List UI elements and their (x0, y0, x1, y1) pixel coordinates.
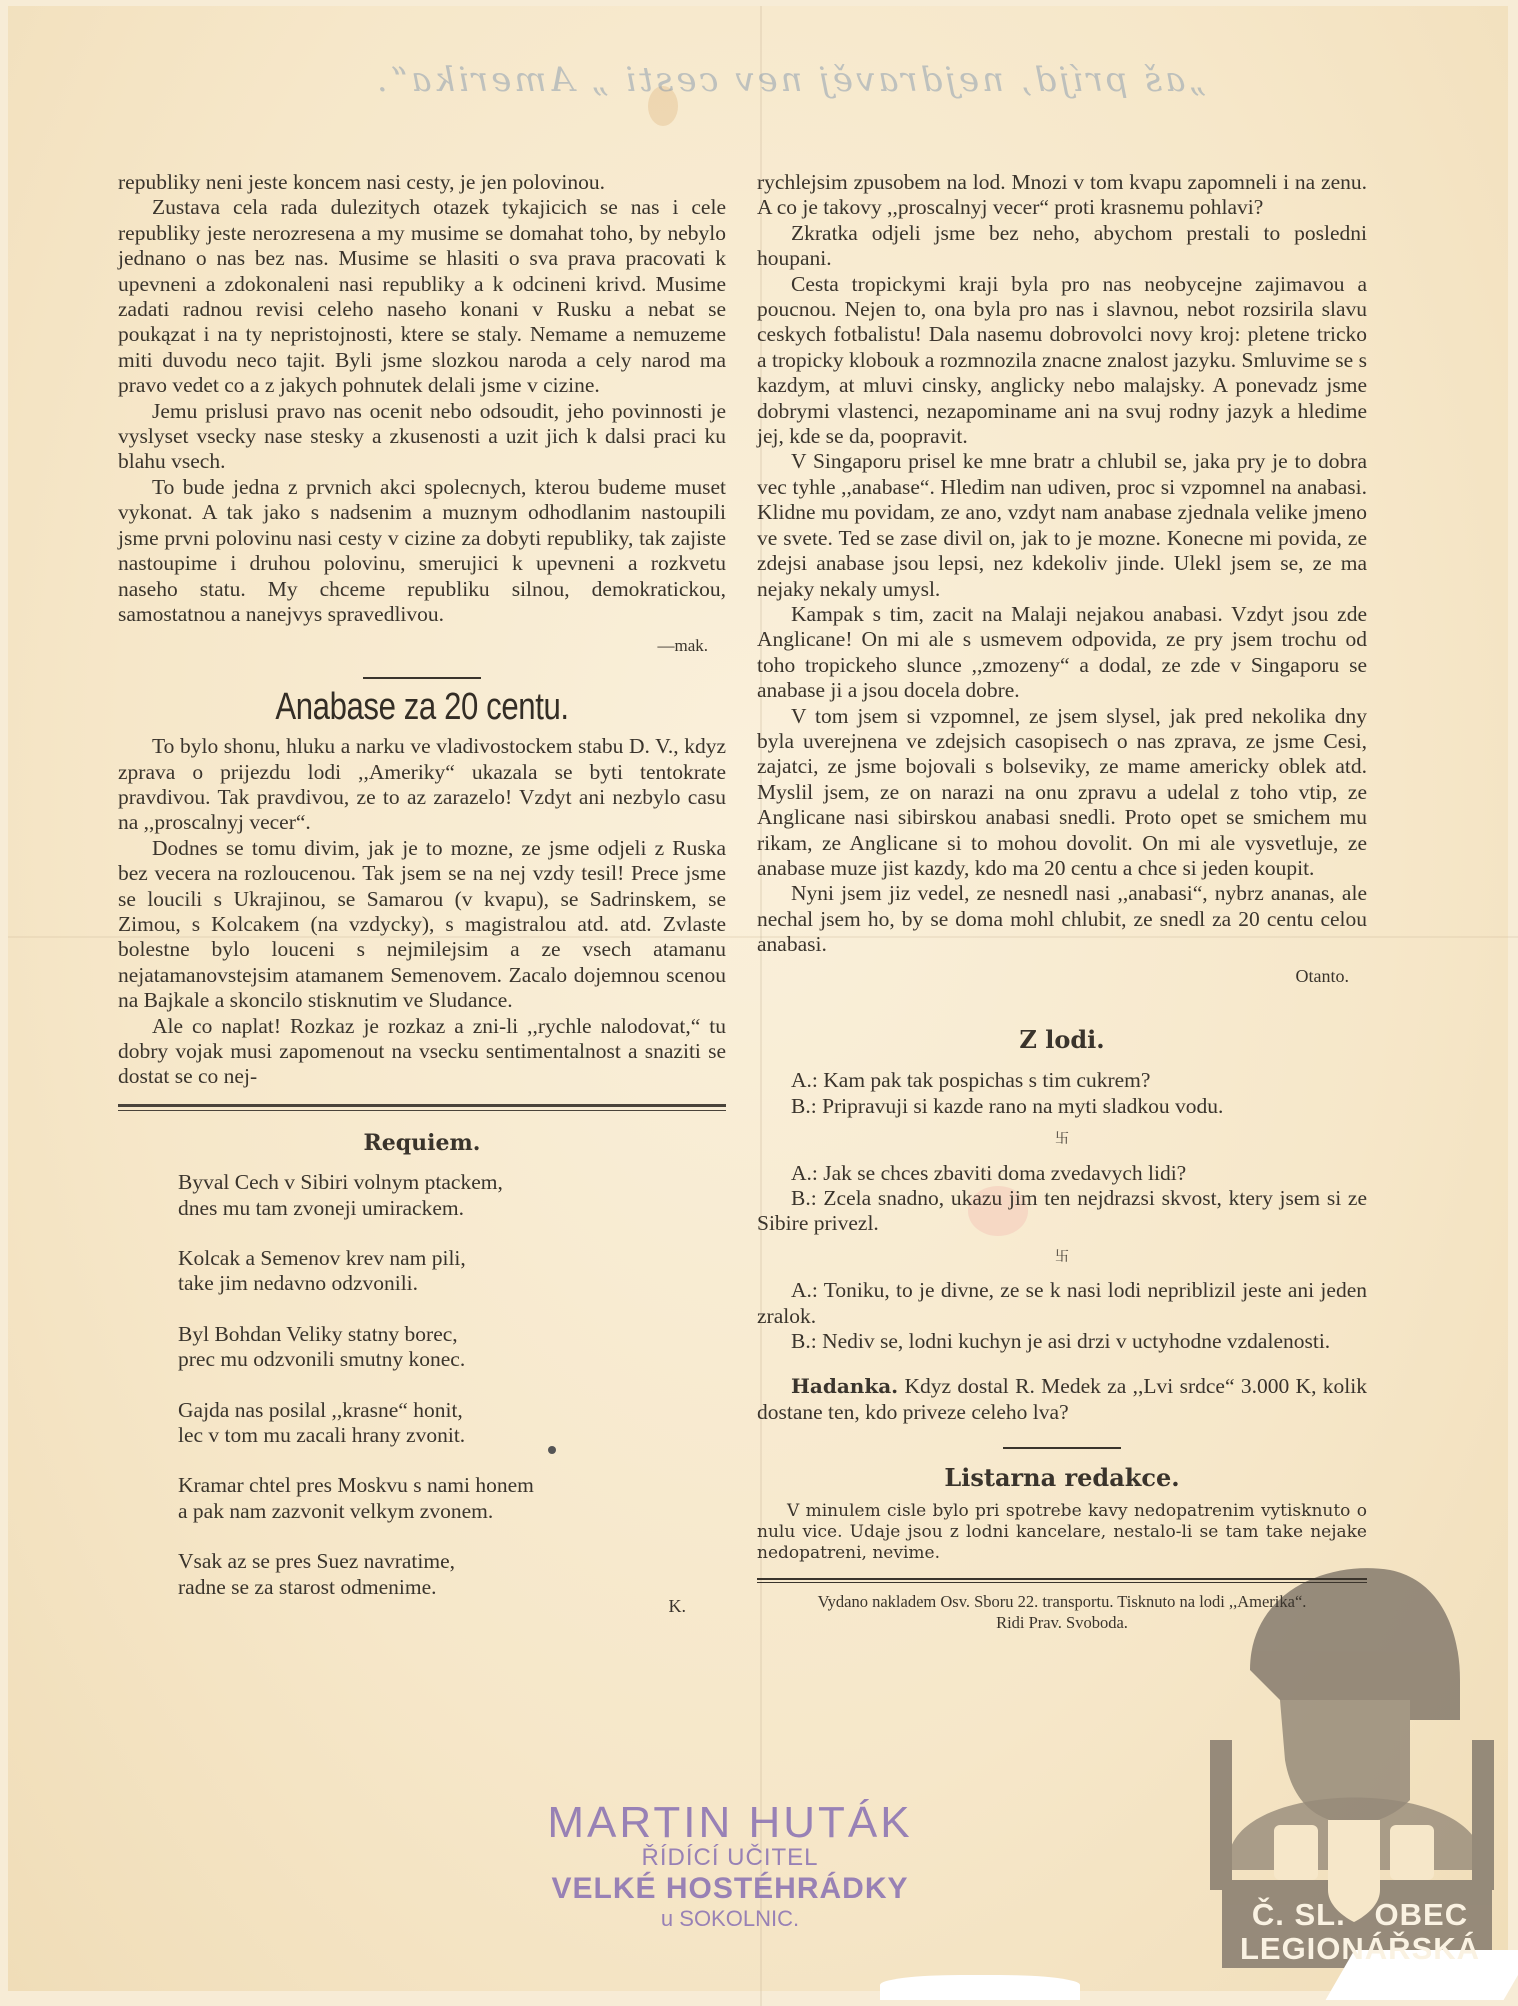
poem-line: Vsak az se pres Suez navratime, (178, 1549, 456, 1574)
poem-line: prec mu odzvonili smutny konec. (178, 1347, 466, 1372)
imprint-editor: Ridi Prav. Svoboda. (996, 1612, 1128, 1632)
paragraph: V Singaporu prisel ke mne bratr a chlubil se, jaka pry je to dobra vec tyhle ,,anabase“. Hledim nan udiven, proc si vzpomnel na anabasi. Klidne mu povidam, ze ano, vzdyt nam anabase zjednala velike jmeno ve svete. Ted se zase divil on, jak to je mozne. Konecne mi povida, ze zdejsi anabase jsou lepsi, nez kdekoliv jinde. Ulekl jsem se, ze ma nejaky nekaly umysl. (757, 449, 1367, 601)
paragraph: republiky neni jeste koncem nasi cesty, je jen polovinou. (118, 170, 606, 194)
coat-of-arms-left-icon (1274, 1825, 1318, 1880)
poem-line: Kramar chtel pres Moskvu s nami honem (178, 1473, 534, 1498)
poem-line: take jim nedavno odzvonili. (178, 1271, 419, 1296)
poem-line: radne se za starost odmenime. (178, 1574, 437, 1599)
left-column (118, 170, 726, 1620)
bleedthrough-handwriting: „aš príjd, nejdravěj nev cesti „ Amerika“. (374, 60, 1206, 100)
paragraph: To bude jedna z prvnich akci spolecnych, kterou budeme muset vykonat. A tak jako s nadsenim a muznym odhodlanim nastoupili jsme prvni polovinu nasi cesty v cizine za dobyti republiky, tak zajiste nastoupime i druhou polovinu, smerujici k upevneni a rozkvetu naseho statu. My chceme republiku silnou, demokratickou, samostatnou a nanejvys spravedlivou. (118, 474, 726, 626)
poem-line: Byl Bohdan Veliky statny borec, (178, 1321, 458, 1346)
stamp-role: ŘÍDÍCÍ UČITEL (641, 1844, 819, 1871)
owner-stamp (500, 1798, 960, 1932)
section-divider (363, 677, 481, 679)
paragraph: To bylo shonu, hluku a narku ve vladivostockem stabu D. V., kdyz zprava o prijezdu lodi ,,Ameriky“ ukazala se byti tentokrate pravdivou. Tak pravdivou, ze to az zarazelo! Vzdyt ani nezbylo casu na ,,proscalnyj vecer“. (118, 734, 726, 835)
poem-line: dnes mu tam zvoneji umirackem. (178, 1195, 464, 1220)
paragraph: Jemu prislusi pravo nas ocenit nebo odsoudit, jeho povinnosti je vyslyset vsecky nase stesky a zkusenosti a uzit jich k dalsi praci ku blahu vsech. (118, 398, 726, 474)
poem-stanza (178, 1170, 726, 1221)
swastika-ornament-icon: 卐 (1055, 1249, 1069, 1265)
riddle-text: Kdyz dostal R. Medek za ,,Lvi srdce“ 3.000 K, kolik dostane ten, kdo priveze celeho lva? (757, 1374, 1368, 1424)
joke (757, 1278, 1367, 1354)
requiem-poem (118, 1131, 726, 1620)
fasces-left (1210, 1740, 1232, 1890)
author-signature: —mak. (657, 636, 708, 656)
logo-line-2: LEGIONÁŘSKÁ (1239, 1931, 1481, 1966)
intro-article (118, 170, 726, 659)
paragraph: V minulem cisle bylo pri spotrebe kavy nedopatrenim vytisknuto o nulu vice. Udaje jsou z lodni kancelare, nestalo-li se tam take nejake nedopatreni, nevime. (757, 1500, 1367, 1563)
paragraph: Nyni jsem jiz vedel, ze nesnedl nasi ,,anabasi“, nybrz ananas, ale nechal jsem ho, by se doma mohl chlubit, ze snedl za 20 centu celou anabasi. (757, 881, 1367, 957)
poem-line: a pak nam zazvonit velkym zvonem. (178, 1498, 494, 1523)
poem-line: Byval Cech v Sibiri volnym ptackem, (178, 1170, 503, 1195)
riddle-label: Hadanka. (791, 1374, 899, 1399)
poem-stanza (178, 1322, 726, 1373)
poem-line: lec v tom mu zacali hrany zvonit. (178, 1423, 466, 1448)
legion-logo-text (1230, 1898, 1490, 1966)
joke-question: A.: Jak se chces zbaviti doma zvedavych lidi? (791, 1160, 1187, 1185)
poem-stanza (178, 1549, 726, 1600)
poem-line: Gajda nas posilal ,,krasne“ honit, (178, 1397, 463, 1422)
poem-stanza (178, 1398, 726, 1449)
paragraph: rychlejsim zpusobem na lod. Mnozi v tom kvapu zapomneli i na zenu. A co je takovy ,,proscalnyj vecer“ proti krasnemu pohlavi? (757, 170, 1367, 220)
poem-stanza (178, 1473, 726, 1524)
paragraph: Zkratka odjeli jsme bez neho, abychom prestali to posledni houpani. (757, 220, 1367, 271)
stamp-name: MARTIN HUTÁK (547, 1798, 913, 1847)
anabase-article-continued (757, 170, 1367, 989)
poem-title: Requiem. (363, 1129, 481, 1156)
footer-rule (757, 1578, 1367, 1583)
editorial-note (757, 1501, 1367, 1564)
right-column (757, 170, 1367, 1633)
section-divider (1003, 1447, 1121, 1449)
stamp-near: u SOKOLNIC. (660, 1906, 800, 1931)
poem-signature: K. (668, 1596, 686, 1617)
jokes-section (757, 1027, 1367, 1425)
coat-of-arms-right-icon (1390, 1825, 1434, 1880)
logo-line-1: Č. SL. OBEC (1251, 1897, 1469, 1932)
joke (757, 1068, 1367, 1119)
joke (757, 1161, 1367, 1237)
section-title: Z lodi. (1019, 1025, 1105, 1054)
anabase-article (118, 685, 726, 1090)
editorial-section (757, 1465, 1367, 1563)
paragraph: Dodnes se tomu divim, jak je to mozne, ze jsme odjeli z Ruska bez vecera na rozloucenou. Tak jsem se na nej vzdy tesil! Prece jsme se loucili s Ukrajinou, se Samarou (v kvapu), se Sadrinskem, se Zimou, s Kolcakem (na vzdycky), s magistralou atd. atd. Zvlaste bolestne bylo louceni s nejmilejsim a ze vsech atamanu nejatamanovstejsim atamanem Semenovem. Zacalo dojemnou scenou na Bajkale a skoncilo stisknutim ve Sludance. (118, 835, 726, 1013)
joke-answer: B.: Zcela snadno, ukazu jim ten nejdrazsi skvost, ktery jsem si ze Sibire privezl. (757, 1186, 1367, 1236)
joke-answer: B.: Pripravuji si kazde rano na myti sladkou vodu. (791, 1093, 1224, 1118)
paragraph: Kampak s tim, zacit na Malaji nejakou anabasi. Vzdyt jsou zde Anglicane! On mi ale s usmevem odpovida, ze pry jsem trochu od toho tropickeho slunce ,,zmozeny“ a dodal, ze zde v Singaporu se anabase ji a jsou docela dobre. (757, 601, 1367, 703)
poem-line: Kolcak a Semenov krev nam pili, (178, 1246, 466, 1271)
paragraph: Ale co naplat! Rozkaz je rozkaz a zni-li ,,rychle nalodovat,“ tu dobry vojak musi zapomenout na vsecku sentimentalnost a snaziti se dostat se co nej- (118, 1013, 726, 1089)
riddle (757, 1374, 1367, 1425)
joke-question: A.: Kam pak tak pospichas s tim cukrem? (791, 1068, 1151, 1093)
paragraph: Cesta tropickymi kraji byla pro nas neobycejne zajimavou a poucnou. Nejen to, ona byla pro nas i slavnou, nebot rozsirila slavu ceskych fotbalistu! Dala nasemu dobrovolci novy kroj: pletene tricko a tropicky klobouk a rozmnozila znacne znalost jazyku. Smluvime se s kazdym, at mluvi cinsky, anglicky nebo malajsky. A ponevadz jsme dobrymi vlastenci, nezapominame ani na svuj rodny jazyk a hledime jej, kde se da, poopravit. (757, 271, 1367, 449)
joke-question: A.: Toniku, to je divne, ze se k nasi lodi nepriblizil jeste ani jeden zralok. (757, 1278, 1367, 1328)
paragraph: V tom jsem si vzpomnel, ze jsem slysel, jak pred nekolika dny byla uverejnena ve zdejsich casopisech o nas zprava, ze jsme Cesi, zajatci, ze jsme bojovali s bolseviky, ze mame americky oblek atd. Myslil jsem, ze on narazi na onu zpravu a udelal z toho vtip, ze Anglicane nasi sibirskou anabasi snedli. Proto opet se smichem mu rikam, ze Anglicane si to mohou dovolit. On mi ale vysvetluje, ze anabase muze jist kazdy, kdo ma 20 centu a chce si jeden koupit. (757, 703, 1367, 880)
stamp-town: VELKÉ HOSTÉHRÁDKY (551, 1872, 909, 1905)
joke-answer: B.: Nediv se, lodni kuchyn je asi drzi v uctyhodne vzdalenosti. (791, 1329, 1331, 1354)
paragraph: Zustava cela rada dulezitych otazek tykajicich se nas i cele republiky jeste nerozresena a my musime se domahat toho, by nebylo jednano o nas bez nas. Musime se hlasiti o sva prava pracovati k upevneni a zdokonaleni nasi republiky a k odcineni krivd. Musime zadati radnou revisi celeho naseho konani v Rusku a nebat se poukązat i na ty nepristojnosti, ktere se staly. Nemame a nemuzeme miti duvodu neco tajit. Byli jsme slozkou naroda a cely narod ma pravo vedet co a z jakych pohnutek delali jsme v cizine. (118, 195, 726, 398)
article-headline: Anabase za 20 centu. (275, 685, 569, 728)
double-rule-divider (118, 1104, 726, 1111)
section-title: Listarna redakce. (944, 1463, 1180, 1493)
author-signature: Otanto. (1295, 965, 1349, 986)
imprint (757, 1591, 1367, 1633)
poem-body (118, 1170, 726, 1600)
swastika-ornament-icon: 卐 (1055, 1132, 1069, 1148)
imprint-publisher: Vydano nakladem Osv. Sboru 22. transportu. Tisknuto na lodi ,,Amerika“. (817, 1591, 1307, 1611)
torn-paper-edge (880, 1975, 1080, 2000)
poem-stanza (178, 1246, 726, 1297)
